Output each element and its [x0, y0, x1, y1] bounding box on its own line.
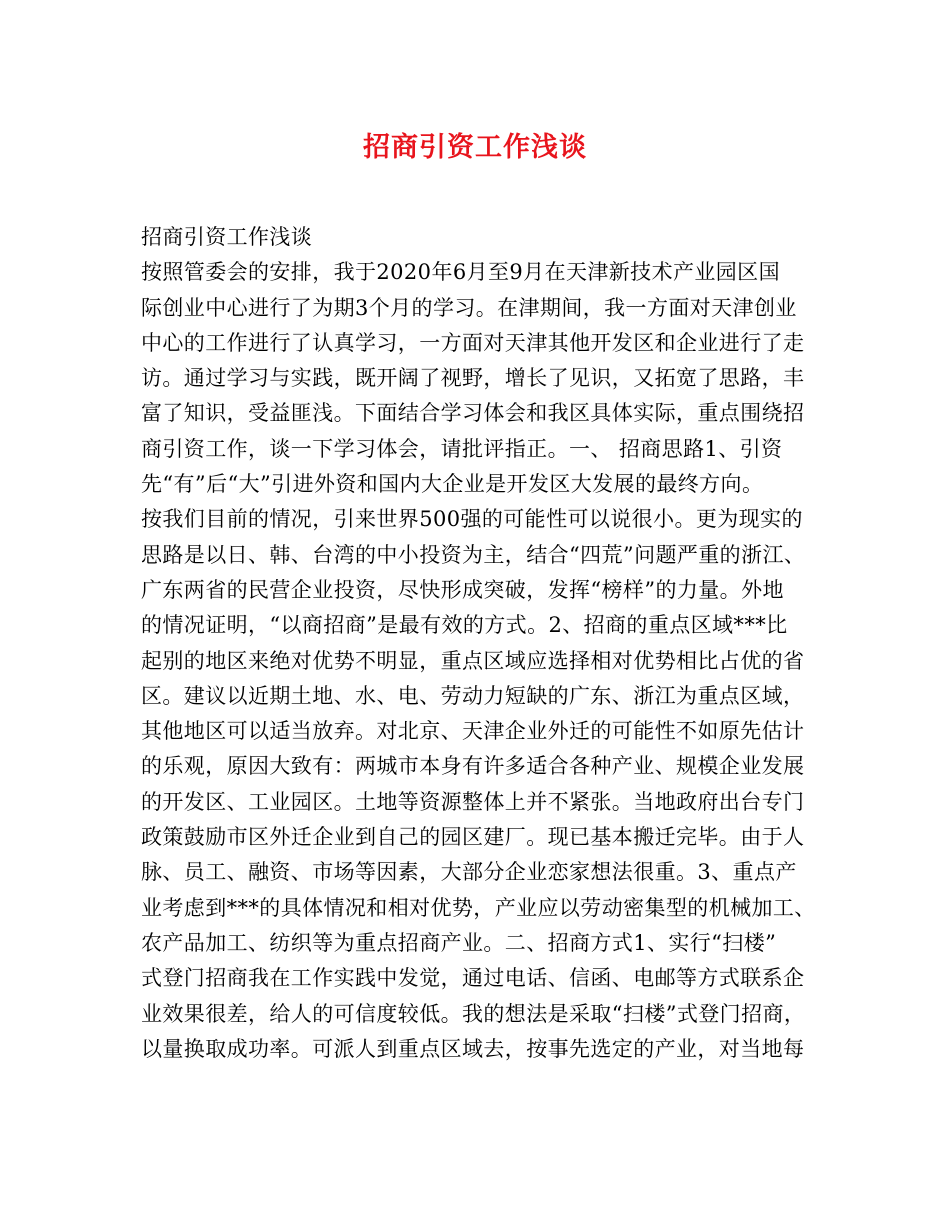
- body-text-line: 业考虑到***的具体情况和相对优势，产业应以劳动密集型的机械加工、: [141, 895, 816, 920]
- body-text-line: 的情况证明，“以商招商”是最有效的方式。2、招商的重点区域***比: [141, 613, 788, 638]
- body-text-line: 先“有”后“大”引进外资和国内大企业是开发区大发展的最终方向。: [141, 472, 764, 497]
- document-body: [141, 220, 821, 1067]
- body-text-line: 其他地区可以适当放弃。对北京、天津企业外迁的可能性不如原先估计: [141, 719, 805, 744]
- body-text-line: 中心的工作进行了认真学习，一方面对天津其他开发区和企业进行了走: [141, 330, 805, 355]
- body-text-line: 访。通过学习与实践，既开阔了视野，增长了见识，又拓宽了思路，丰: [141, 366, 805, 391]
- body-text-line: 政策鼓励市区外迁企业到自己的园区建厂。现已基本搬迁完毕。由于人: [141, 825, 805, 850]
- body-text-line: 思路是以日、韩、台湾的中小投资为主，结合“四荒”问题严重的浙江、: [141, 542, 806, 567]
- body-text-line: 招商引资工作浅谈: [141, 225, 313, 249]
- body-text-line: 的乐观，原因大致有：两城市本身有许多适合各种产业、规模企业发展: [141, 754, 805, 779]
- document-title: 招商引资工作浅谈: [363, 132, 587, 163]
- body-text-line: 区。建议以近期土地、水、电、劳动力短缺的广东、浙江为重点区域，: [141, 683, 805, 708]
- body-text-line: 按照管委会的安排，我于2020年6月至9月在天津新技术产业园区国: [141, 260, 780, 285]
- body-text-line: 农产品加工、纺织等为重点招商产业。二、招商方式1、实行“扫楼”: [141, 930, 777, 955]
- body-text-line: 以量换取成功率。可派人到重点区域去，按事先选定的产业，对当地每: [141, 1036, 805, 1061]
- body-text-line: 起别的地区来绝对优势不明显，重点区域应选择相对优势相比占优的省: [141, 648, 805, 673]
- body-text-line: 脉、员工、融资、市场等因素，大部分企业恋家想法很重。3、重点产: [141, 860, 797, 885]
- body-text-line: 业效果很差，给人的可信度较低。我的想法是采取“扫楼”式登门招商，: [141, 1001, 806, 1026]
- body-text-line: 富了知识，受益匪浅。下面结合学习体会和我区具体实际，重点围绕招: [141, 401, 805, 426]
- body-text-line: 式登门招商我在工作实践中发觉，通过电话、信函、电邮等方式联系企: [141, 966, 805, 991]
- body-text-line: 按我们目前的情况，引来世界500强的可能性可以说很小。更为现实的: [141, 507, 803, 532]
- body-text-line: 商引资工作，谈一下学习体会，请批评指正。一、 招商思路1、引资: [141, 436, 783, 461]
- body-text-line: 的开发区、工业园区。土地等资源整体上并不紧张。当地政府出台专门: [141, 789, 805, 814]
- body-text-line: 广东两省的民营企业投资，尽快形成突破，发挥“榜样”的力量。外地: [141, 577, 784, 602]
- body-text-line: 际创业中心进行了为期3个月的学习。在津期间，我一方面对天津创业: [141, 295, 797, 320]
